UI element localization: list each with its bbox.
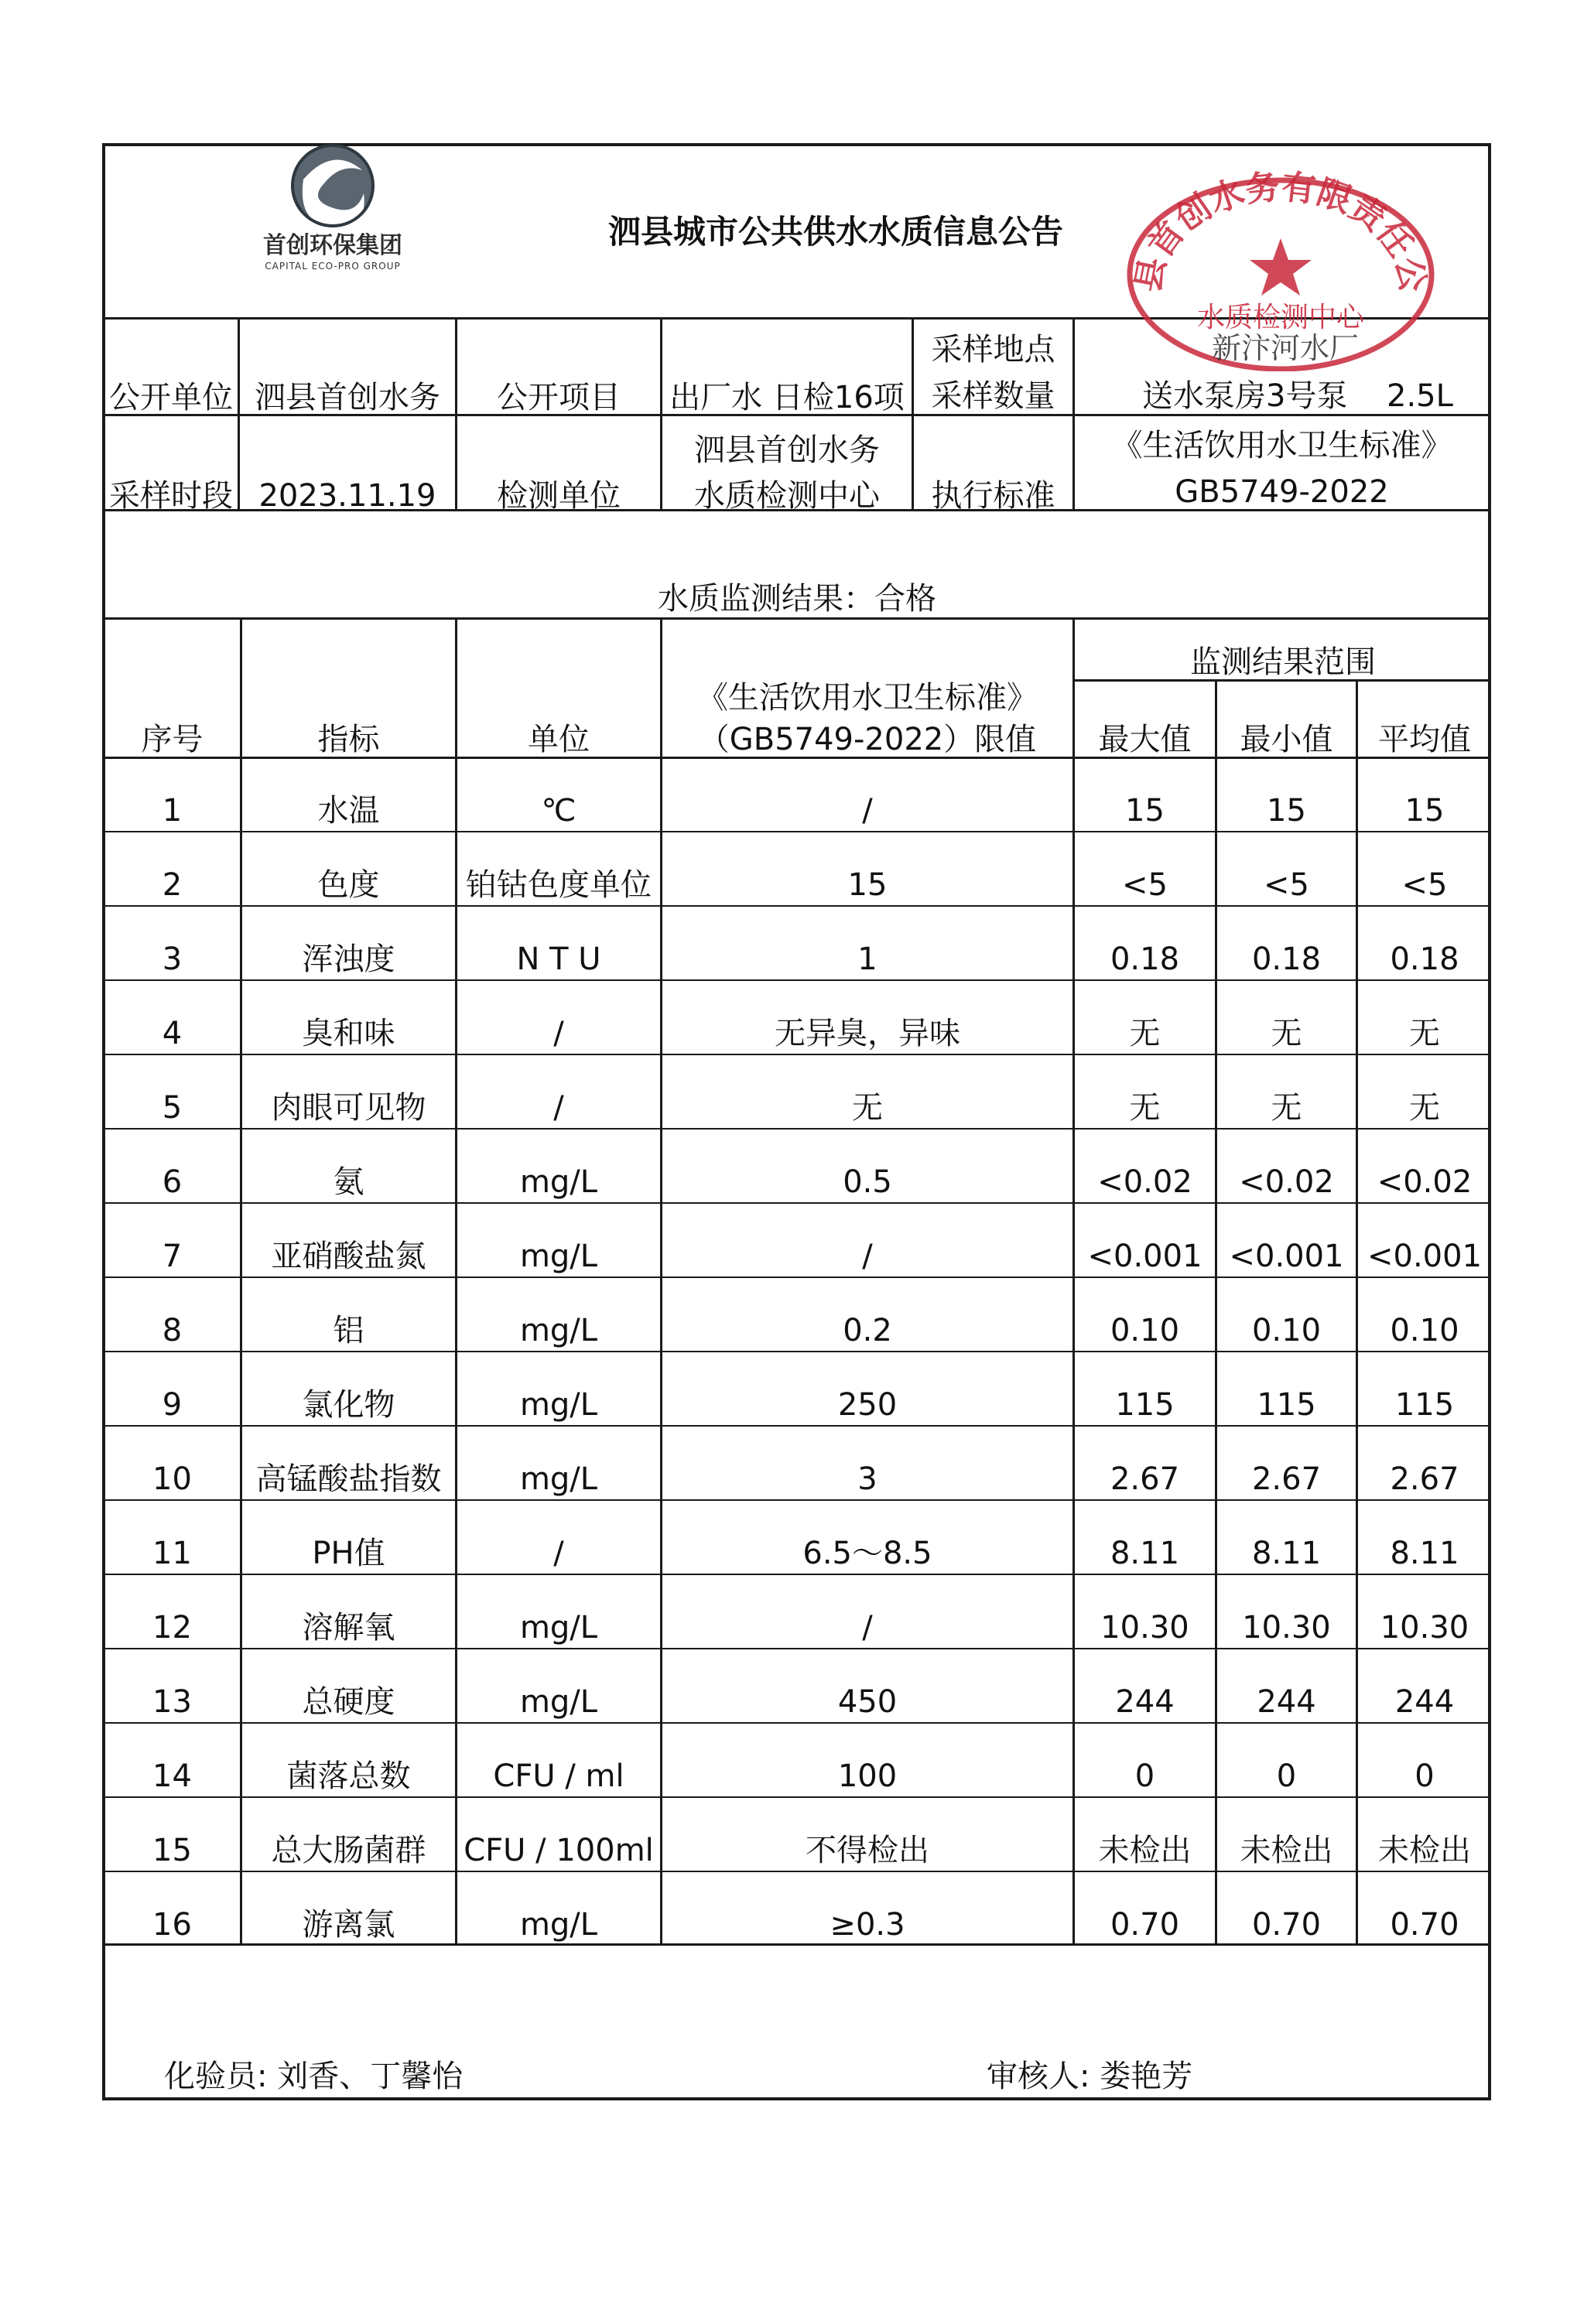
standard-label: 执行标准 (931, 478, 1055, 514)
cell-avg: <0.001 (1367, 1239, 1483, 1274)
logo-text: 首创环保集团 (263, 232, 402, 259)
cell-limit: 250 (837, 1387, 898, 1423)
cell-min: 244 (1257, 1684, 1316, 1720)
cell-indicator: 氨 (333, 1164, 364, 1200)
cell-indicator: 水温 (317, 793, 380, 829)
quantity-value: 2.5L (1387, 378, 1453, 414)
logo-subtext: CAPITAL ECO-PRO GROUP (265, 261, 401, 272)
lab-value-line2: 水质检测中心 (694, 478, 880, 514)
cell-unit: mg/L (519, 1239, 598, 1274)
cell-no: 2 (162, 867, 183, 903)
cell-indicator: 臭和味 (302, 1016, 395, 1051)
cell-no: 7 (162, 1239, 183, 1274)
seal-star-icon (1250, 238, 1312, 296)
cell-unit: / (553, 1090, 564, 1126)
cell-max: 无 (1129, 1016, 1161, 1051)
cell-limit: 0.5 (843, 1164, 892, 1200)
result-summary: 水质监测结果：合格 (658, 581, 936, 617)
cell-limit: / (862, 1239, 873, 1274)
cell-max: 2.67 (1110, 1461, 1180, 1497)
item-value: 出厂水 日检16项 (669, 380, 905, 415)
header-limit-line1: 《生活饮用水卫生标准》 (697, 680, 1038, 716)
cell-no: 14 (152, 1758, 192, 1794)
seal-company-text: 县首创水务有限责任公 (1128, 167, 1433, 296)
seal-dept-text: 水质检测中心 (1196, 302, 1365, 333)
cell-limit: 6.5～8.5 (802, 1536, 932, 1571)
cell-unit: mg/L (519, 1313, 598, 1348)
cell-no: 5 (162, 1090, 183, 1126)
cell-no: 10 (152, 1461, 192, 1497)
cell-avg: 0 (1415, 1758, 1435, 1794)
header-indicator: 指标 (317, 722, 380, 757)
cell-indicator: 色度 (317, 867, 380, 903)
cell-limit: 3 (857, 1461, 877, 1497)
row-divider (102, 1648, 1491, 1649)
period-value: 2023.11.19 (258, 478, 436, 514)
row-divider (102, 1425, 1491, 1427)
header-min: 最小值 (1240, 722, 1333, 757)
cell-limit: 无异臭，异味 (775, 1016, 960, 1051)
cell-limit: / (862, 1610, 873, 1646)
cell-max: 0.70 (1110, 1907, 1180, 1943)
cell-indicator: 游离氯 (302, 1907, 395, 1943)
standard-line1: 《生活饮用水卫生标准》 (1111, 428, 1452, 463)
cell-max: <0.001 (1087, 1239, 1202, 1274)
cell-indicator: 菌落总数 (286, 1758, 411, 1794)
row-divider (102, 1796, 1491, 1798)
lab-value-line1: 泗县首创水务 (694, 432, 880, 468)
row-divider (102, 1574, 1491, 1575)
cell-min: 10.30 (1242, 1610, 1331, 1646)
row-divider (102, 905, 1491, 907)
cell-avg: 0.10 (1390, 1313, 1459, 1348)
row-divider (102, 1276, 1491, 1278)
cell-no: 11 (152, 1536, 192, 1571)
row-divider (102, 831, 1491, 832)
header-avg: 平均值 (1378, 722, 1471, 757)
cell-limit: / (862, 793, 873, 829)
cell-min: 15 (1267, 793, 1306, 829)
cell-unit: mg/L (519, 1387, 598, 1423)
page-title: 泗县城市公共供水水质信息公告 (607, 213, 1063, 251)
cell-avg: 未检出 (1378, 1833, 1471, 1868)
period-label: 采样时段 (109, 478, 233, 514)
tester-signature: 化验员: 刘香、丁馨怡 (164, 2059, 464, 2094)
cell-max: 10.30 (1100, 1610, 1189, 1646)
seal-plant-text: 新汴河水厂 (1212, 331, 1360, 365)
cell-max: 0 (1134, 1758, 1155, 1794)
cell-no: 3 (162, 942, 183, 977)
cell-indicator: 铝 (333, 1313, 364, 1348)
cell-min: 无 (1271, 1016, 1302, 1051)
cell-min: <5 (1264, 867, 1309, 903)
cell-unit: / (553, 1016, 564, 1051)
cell-unit: mg/L (519, 1907, 598, 1943)
cell-limit: 15 (847, 867, 888, 903)
cell-min: 0.70 (1251, 1907, 1322, 1943)
cell-min: 0 (1276, 1758, 1297, 1794)
cell-min: 8.11 (1251, 1536, 1322, 1571)
cell-limit: 0.2 (843, 1313, 892, 1348)
cell-unit: mg/L (519, 1610, 598, 1646)
cell-indicator: 浑浊度 (302, 942, 395, 977)
cell-min: 0.18 (1251, 942, 1322, 977)
cell-limit: 1 (857, 942, 877, 977)
cell-unit: / (553, 1536, 564, 1571)
cell-min: 115 (1257, 1387, 1316, 1423)
header-limit-line2: （GB5749-2022）限值 (698, 722, 1037, 757)
cell-avg: <0.02 (1377, 1164, 1473, 1200)
cell-limit: ≥0.3 (830, 1907, 905, 1943)
divider (102, 1943, 1491, 1946)
cell-max: 8.11 (1110, 1536, 1180, 1571)
cell-unit: mg/L (519, 1461, 598, 1497)
cell-indicator: 高锰酸盐指数 (255, 1461, 442, 1497)
cell-indicator: 总硬度 (302, 1684, 395, 1720)
row-divider (102, 1722, 1491, 1724)
cell-min: 未检出 (1240, 1833, 1333, 1868)
cell-min: <0.02 (1239, 1164, 1334, 1200)
cell-avg: <5 (1401, 867, 1448, 903)
cell-indicator: 肉眼可见物 (271, 1090, 426, 1126)
cell-max: 无 (1129, 1090, 1161, 1126)
divider (102, 617, 1491, 620)
cell-max: 115 (1115, 1387, 1175, 1423)
cell-indicator: PH值 (312, 1536, 385, 1571)
item-label: 公开项目 (497, 380, 621, 415)
cell-no: 12 (152, 1610, 192, 1646)
cell-min: 无 (1271, 1090, 1302, 1126)
standard-line2: GB5749-2022 (1175, 474, 1389, 510)
row-divider (102, 1202, 1491, 1204)
location-label: 采样地点 (931, 332, 1055, 367)
header-max: 最大值 (1098, 722, 1192, 757)
cell-max: 244 (1115, 1684, 1175, 1720)
cell-avg: 0.18 (1390, 942, 1459, 977)
reviewer-signature: 审核人: 娄艳芳 (987, 2059, 1193, 2094)
cell-limit: 无 (852, 1090, 883, 1126)
cell-avg: 无 (1409, 1090, 1440, 1126)
cell-unit: ℃ (541, 793, 576, 829)
cell-no: 16 (152, 1907, 192, 1943)
cell-avg: 115 (1394, 1387, 1455, 1423)
cell-no: 1 (162, 793, 183, 829)
row-divider (102, 1128, 1491, 1130)
cell-max: 0.10 (1110, 1313, 1180, 1348)
publisher-label: 公开单位 (109, 380, 233, 415)
cell-max: 0.18 (1110, 942, 1180, 977)
row-divider (102, 1871, 1491, 1872)
quantity-label: 采样数量 (931, 378, 1055, 414)
cell-unit: 铂钴色度单位 (466, 867, 652, 903)
cell-no: 8 (162, 1313, 183, 1348)
cell-avg: 15 (1404, 793, 1445, 829)
cell-min: <0.001 (1229, 1239, 1344, 1274)
cell-indicator: 氯化物 (302, 1387, 395, 1423)
cell-max: 未检出 (1098, 1833, 1192, 1868)
row-divider (102, 1499, 1491, 1501)
cell-min: 2.67 (1251, 1461, 1322, 1497)
cell-avg: 8.11 (1390, 1536, 1459, 1571)
cell-avg: 10.30 (1380, 1610, 1469, 1646)
cell-max: <5 (1122, 867, 1168, 903)
row-divider (102, 1351, 1491, 1352)
cell-max: <0.02 (1097, 1164, 1192, 1200)
cell-avg: 244 (1394, 1684, 1455, 1720)
cell-no: 9 (162, 1387, 183, 1423)
cell-avg: 无 (1409, 1016, 1440, 1051)
cell-max: 15 (1125, 793, 1165, 829)
location-value: 送水泵房3号泵 (1142, 378, 1348, 414)
header-no: 序号 (141, 722, 204, 757)
cell-indicator: 亚硝酸盐氮 (271, 1239, 426, 1274)
cell-limit: 100 (837, 1758, 898, 1794)
cell-no: 6 (162, 1164, 183, 1200)
header-range: 监测结果范围 (1190, 644, 1376, 680)
cell-indicator: 总大肠菌群 (271, 1833, 426, 1868)
cell-no: 15 (152, 1833, 192, 1868)
cell-unit: CFU / ml (493, 1758, 624, 1794)
lab-label: 检测单位 (497, 478, 621, 514)
header-unit: 单位 (528, 722, 590, 757)
publisher-value: 泗县首创水务 (255, 380, 440, 415)
cell-avg: 0.70 (1390, 1907, 1459, 1943)
cell-no: 4 (162, 1016, 183, 1051)
cell-unit: CFU / 100ml (464, 1833, 654, 1868)
cell-min: 0.10 (1251, 1313, 1322, 1348)
cell-limit: 不得检出 (806, 1833, 929, 1868)
company-logo (232, 139, 433, 279)
cell-limit: 450 (837, 1684, 898, 1720)
cell-indicator: 溶解氧 (302, 1610, 395, 1646)
cell-unit: mg/L (519, 1684, 598, 1720)
cell-unit: N T U (516, 942, 601, 977)
row-divider (102, 979, 1491, 981)
cell-avg: 2.67 (1390, 1461, 1459, 1497)
row-divider (102, 1054, 1491, 1055)
cell-no: 13 (152, 1684, 192, 1720)
cell-unit: mg/L (519, 1164, 598, 1200)
